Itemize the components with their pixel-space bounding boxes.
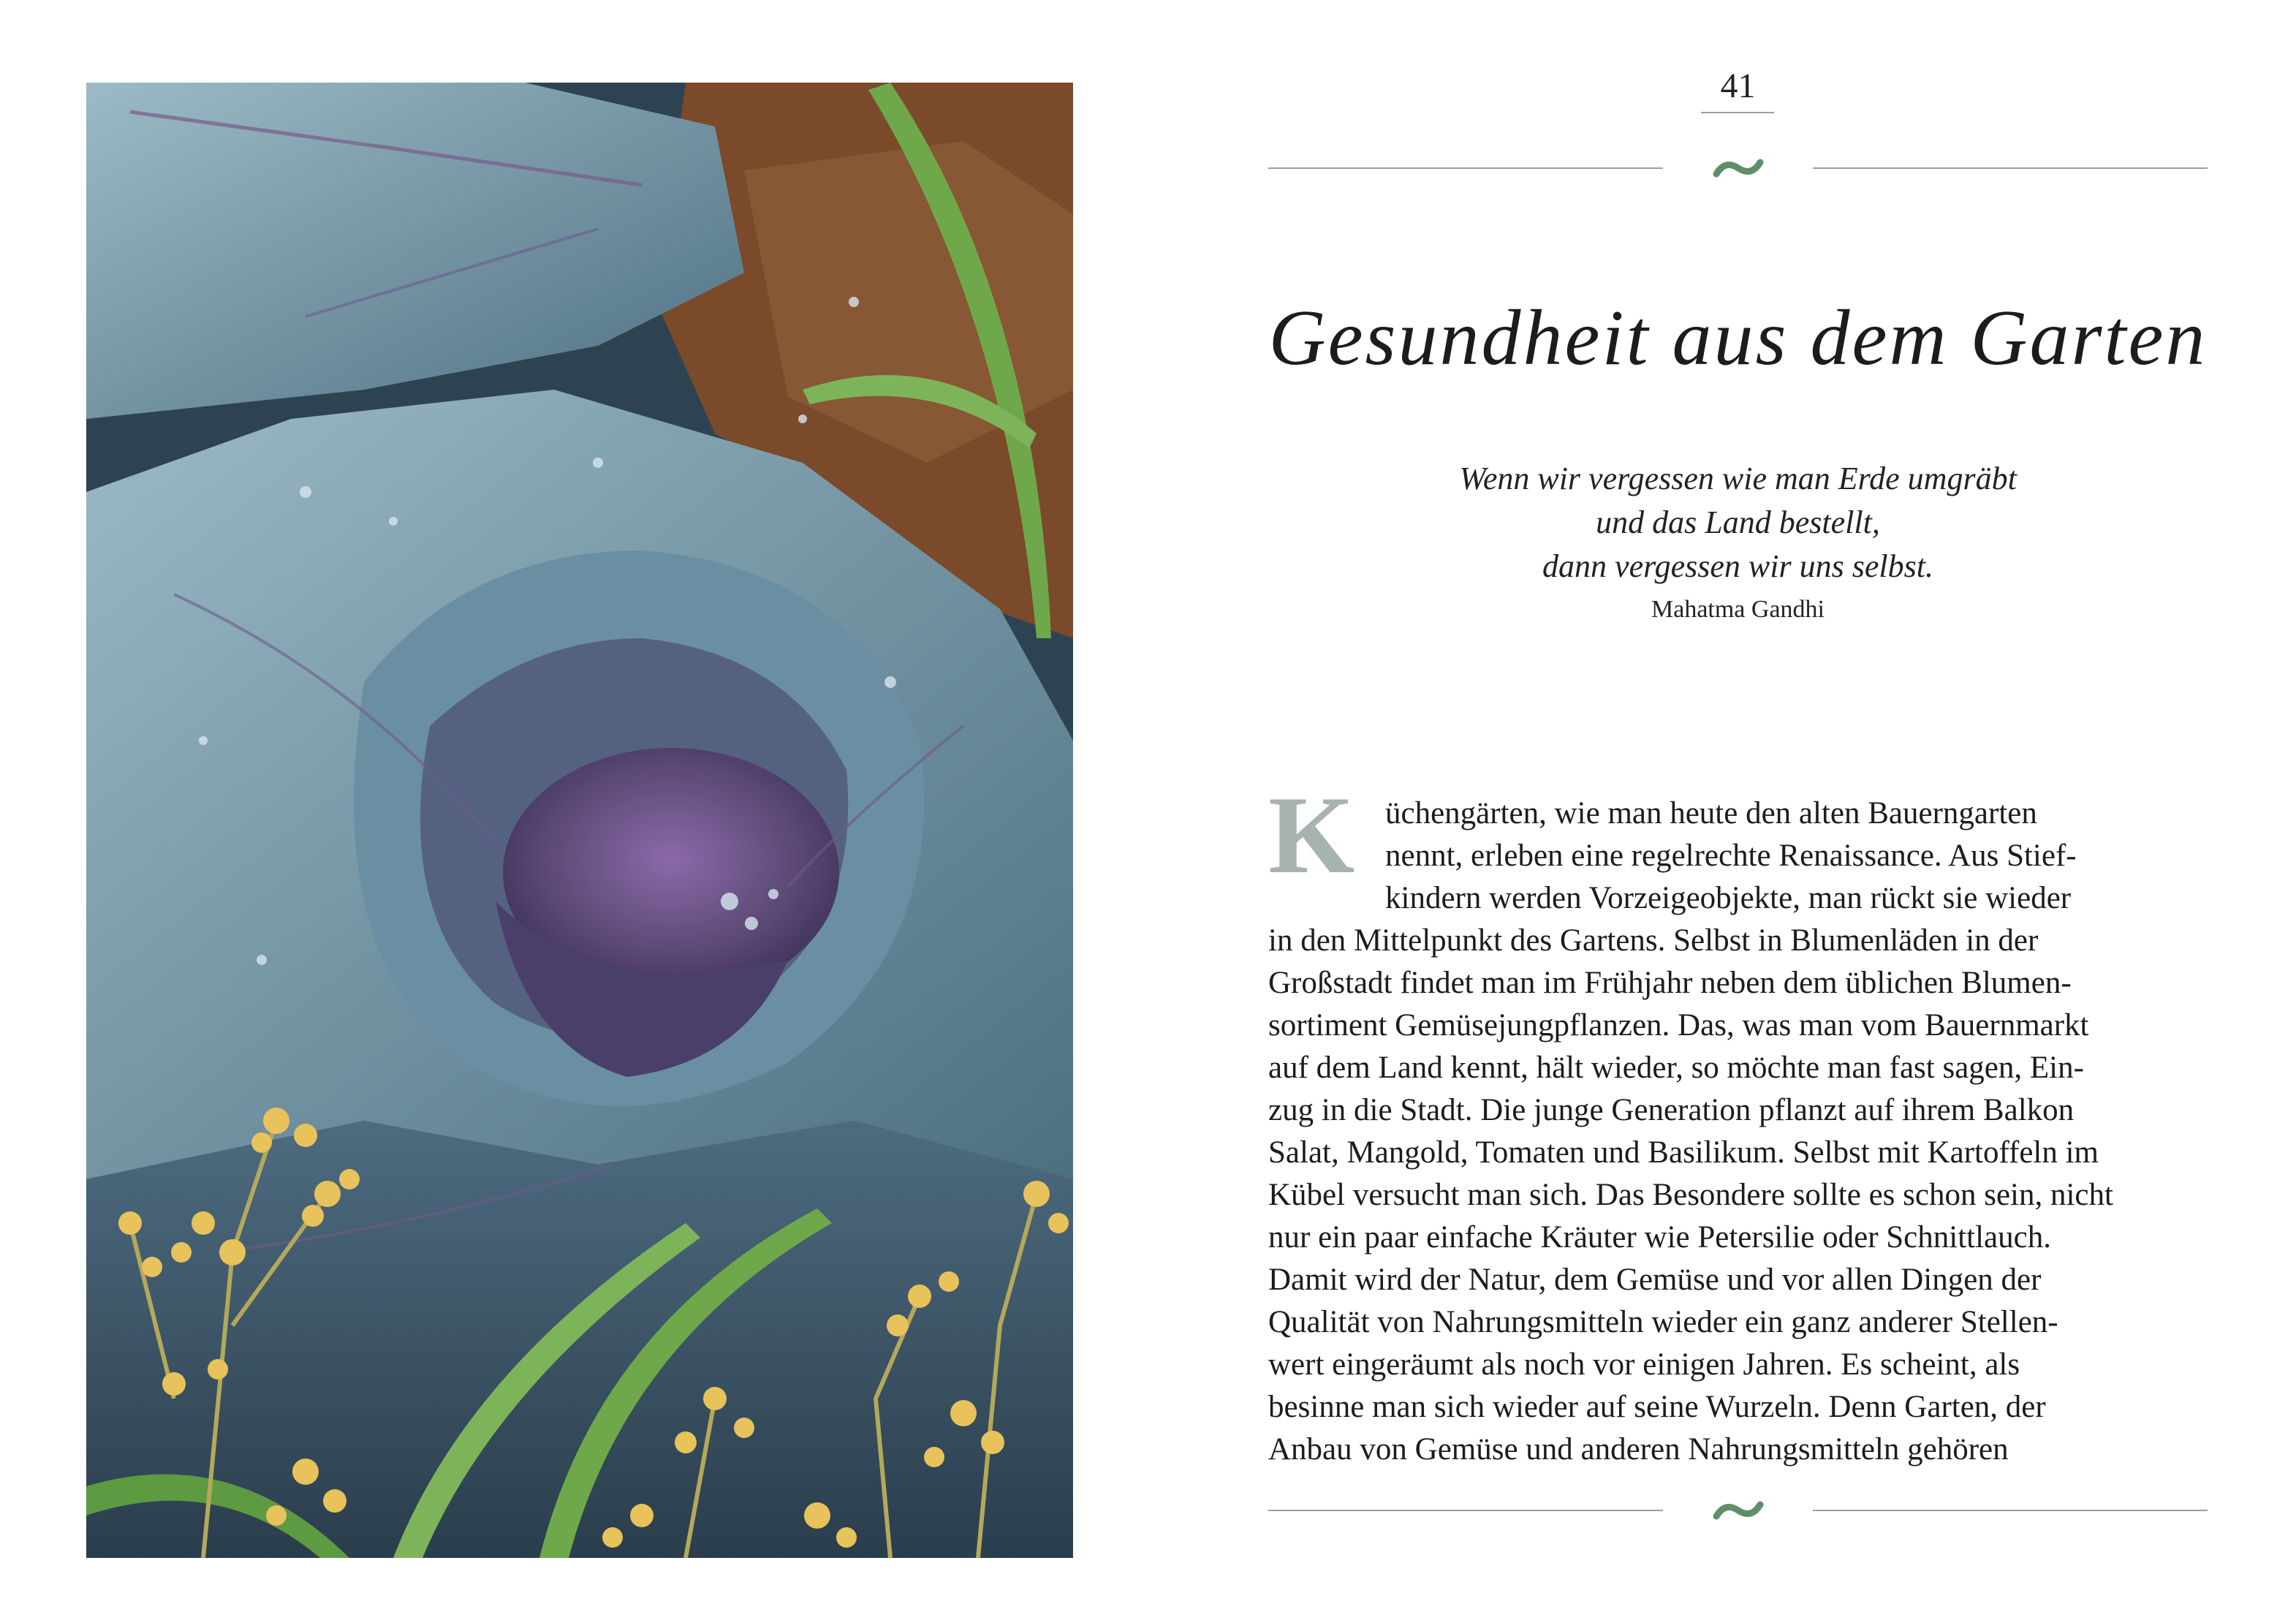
cabbage-photo: [86, 83, 1073, 1558]
chapter-title: Gesundheit aus dem Garten: [1268, 295, 2208, 382]
body-line: wert eingeräumt als noch vor einigen Jahren. Es scheint, als: [1268, 1347, 2020, 1382]
bottom-divider: [1268, 1488, 2208, 1532]
body-line: sortiment Gemüsejungpflanzen. Das, was man vom Bauernmarkt: [1268, 1008, 2089, 1043]
body-line: üchengärten, wie man heute den alten Bauerngarten: [1385, 796, 2037, 831]
tilde-ornament-icon: [1712, 146, 1765, 190]
tilde-ornament-icon: [1712, 1488, 1765, 1532]
page-number-underline: [1701, 112, 1774, 113]
epigraph-quote: [1268, 457, 2208, 589]
divider-rule-right: [1813, 1510, 2208, 1511]
text-page: [1268, 0, 2208, 1623]
quote-line: dann vergessen wir uns selbst.: [1542, 548, 1933, 584]
body-line: Damit wird der Natur, dem Gemüse und vor allen Dingen der: [1268, 1263, 2042, 1297]
body-line: besinne man sich wieder auf seine Wurzeln. Denn Garten, der: [1268, 1390, 2046, 1424]
quote-line: und das Land bestellt,: [1596, 504, 1880, 540]
page-number: 41: [1720, 67, 1756, 105]
body-line: nennt, erleben eine regelrechte Renaissance. Aus Stief-: [1385, 839, 2077, 873]
body-line: zug in die Stadt. Die junge Generation pflanzt auf ihrem Balkon: [1268, 1093, 2075, 1127]
body-line: auf dem Land kennt, hält wieder, so möchte man fast sagen, Ein-: [1268, 1051, 2084, 1085]
divider-rule-left: [1268, 167, 1663, 169]
body-line: Kübel versucht man sich. Das Besondere sollte es schon sein, nicht: [1268, 1178, 2113, 1212]
divider-rule-right: [1813, 167, 2208, 169]
body-line: Anbau von Gemüse und anderen Nahrungsmitteln gehören: [1268, 1432, 2009, 1467]
top-divider: [1268, 146, 2208, 190]
body-line: in den Mittelpunkt des Gartens. Selbst in Blumenläden in der: [1268, 923, 2039, 958]
body-line: kindern werden Vorzeigeobjekte, man rückt sie wieder: [1385, 881, 2072, 915]
drop-cap: K: [1268, 773, 1355, 896]
body-text: [1268, 773, 2208, 1471]
quote-line: Wenn wir vergessen wie man Erde umgräbt: [1459, 461, 2017, 496]
red-cabbage-photo-icon: [86, 83, 1073, 1558]
body-line: Salat, Mangold, Tomaten und Basilikum. Selbst mit Kartoffeln im: [1268, 1135, 2099, 1170]
body-line: nur ein paar einfache Kräuter wie Petersilie oder Schnittlauch.: [1268, 1220, 2051, 1255]
body-line: Qualität von Nahrungsmitteln wieder ein ganz anderer Stellen-: [1268, 1305, 2058, 1339]
divider-rule-left: [1268, 1510, 1663, 1511]
quote-author: Mahatma Gandhi: [1651, 596, 1825, 623]
body-line: Großstadt findet man im Frühjahr neben dem üblichen Blumen-: [1268, 966, 2072, 1000]
